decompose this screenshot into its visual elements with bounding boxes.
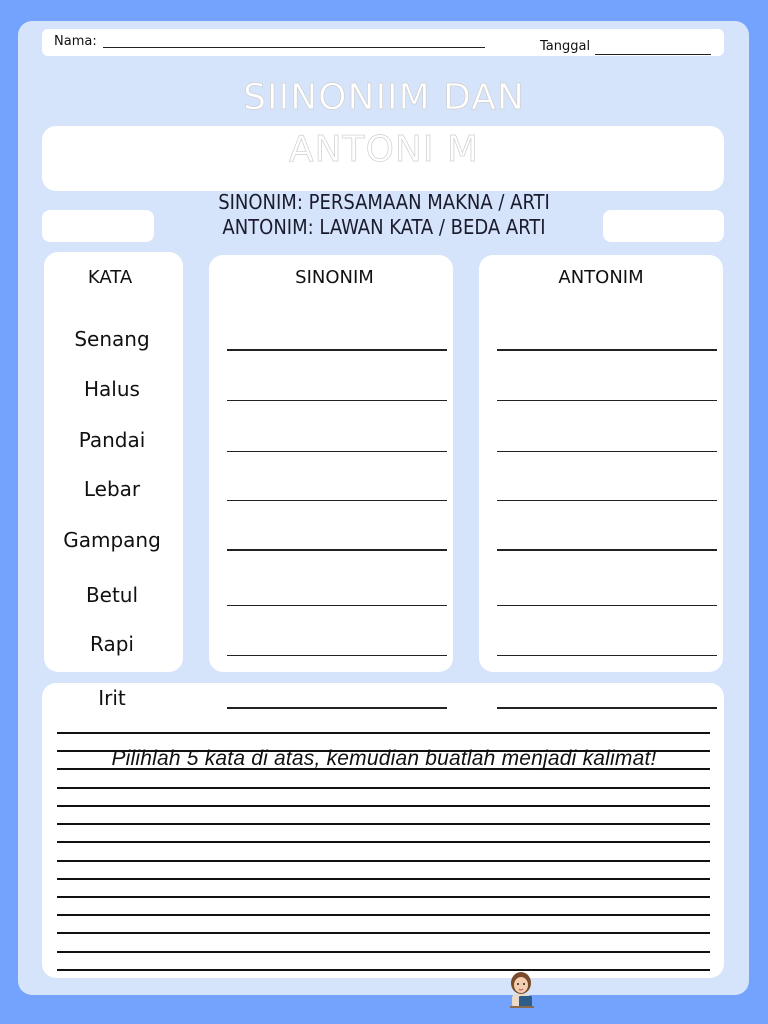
word-pandai: Pandai xyxy=(78,428,146,452)
writing-line[interactable] xyxy=(57,805,710,807)
sinonim-answer-irit[interactable] xyxy=(227,707,447,709)
word-betul: Betul xyxy=(85,583,139,607)
column-header-kata: KATA xyxy=(87,267,133,288)
word-lebar: Lebar xyxy=(83,477,141,501)
writing-line[interactable] xyxy=(57,860,710,862)
writing-line[interactable] xyxy=(57,878,710,880)
page-title-line2: ANTONI M xyxy=(289,129,479,170)
date-field[interactable] xyxy=(595,54,711,55)
antonim-column-box xyxy=(479,255,723,672)
word-halus: Halus xyxy=(84,377,140,401)
sinonim-answer-pandai[interactable] xyxy=(227,451,447,452)
column-header-sinonim: SINONIM xyxy=(295,267,374,288)
sinonim-answer-lebar[interactable] xyxy=(227,500,447,501)
sinonim-answer-gampang[interactable] xyxy=(227,549,447,551)
instruction-text: Pilihlah 5 kata di atas, kemudian buatlah menjadi kalimat! xyxy=(111,747,657,770)
word-senang: Senang xyxy=(74,327,150,351)
teacher-avatar-icon xyxy=(504,970,538,1010)
antonim-answer-betul[interactable] xyxy=(497,605,717,606)
page-title-line1: SIINONIIM DAN xyxy=(243,77,525,118)
antonim-answer-lebar[interactable] xyxy=(497,500,717,501)
writing-line[interactable] xyxy=(57,732,710,734)
definition-sinonim: SINONIM: PERSAMAAN MAKNA / ARTI xyxy=(218,190,550,214)
antonim-answer-gampang[interactable] xyxy=(497,549,717,551)
antonim-answer-senang[interactable] xyxy=(497,349,717,351)
word-rapi: Rapi xyxy=(90,632,134,656)
sinonim-answer-rapi[interactable] xyxy=(227,655,447,656)
name-field[interactable] xyxy=(103,47,485,48)
definition-antonim: ANTONIM: LAWAN KATA / BEDA ARTI xyxy=(222,215,546,239)
header-box xyxy=(42,29,724,56)
sinonim-answer-betul[interactable] xyxy=(227,605,447,606)
name-label: Nama: xyxy=(54,34,97,49)
column-header-antonim: ANTONIM xyxy=(558,267,644,288)
antonim-answer-rapi[interactable] xyxy=(497,655,717,656)
writing-line[interactable] xyxy=(57,969,710,971)
date-label: Tanggal xyxy=(540,39,591,54)
kata-column-box xyxy=(44,252,183,672)
sinonim-column-box xyxy=(209,255,453,672)
writing-line[interactable] xyxy=(57,787,710,789)
word-irit: Irit xyxy=(98,686,126,710)
antonim-answer-pandai[interactable] xyxy=(497,451,717,452)
sinonim-answer-senang[interactable] xyxy=(227,349,447,351)
writing-line[interactable] xyxy=(57,841,710,843)
word-gampang: Gampang xyxy=(63,528,161,552)
writing-line[interactable] xyxy=(57,932,710,934)
writing-line[interactable] xyxy=(57,896,710,898)
writing-line[interactable] xyxy=(57,951,710,953)
antonim-answer-halus[interactable] xyxy=(497,400,717,401)
sinonim-answer-halus[interactable] xyxy=(227,400,447,401)
writing-line[interactable] xyxy=(57,823,710,825)
antonim-answer-irit[interactable] xyxy=(497,707,717,709)
writing-line[interactable] xyxy=(57,914,710,916)
